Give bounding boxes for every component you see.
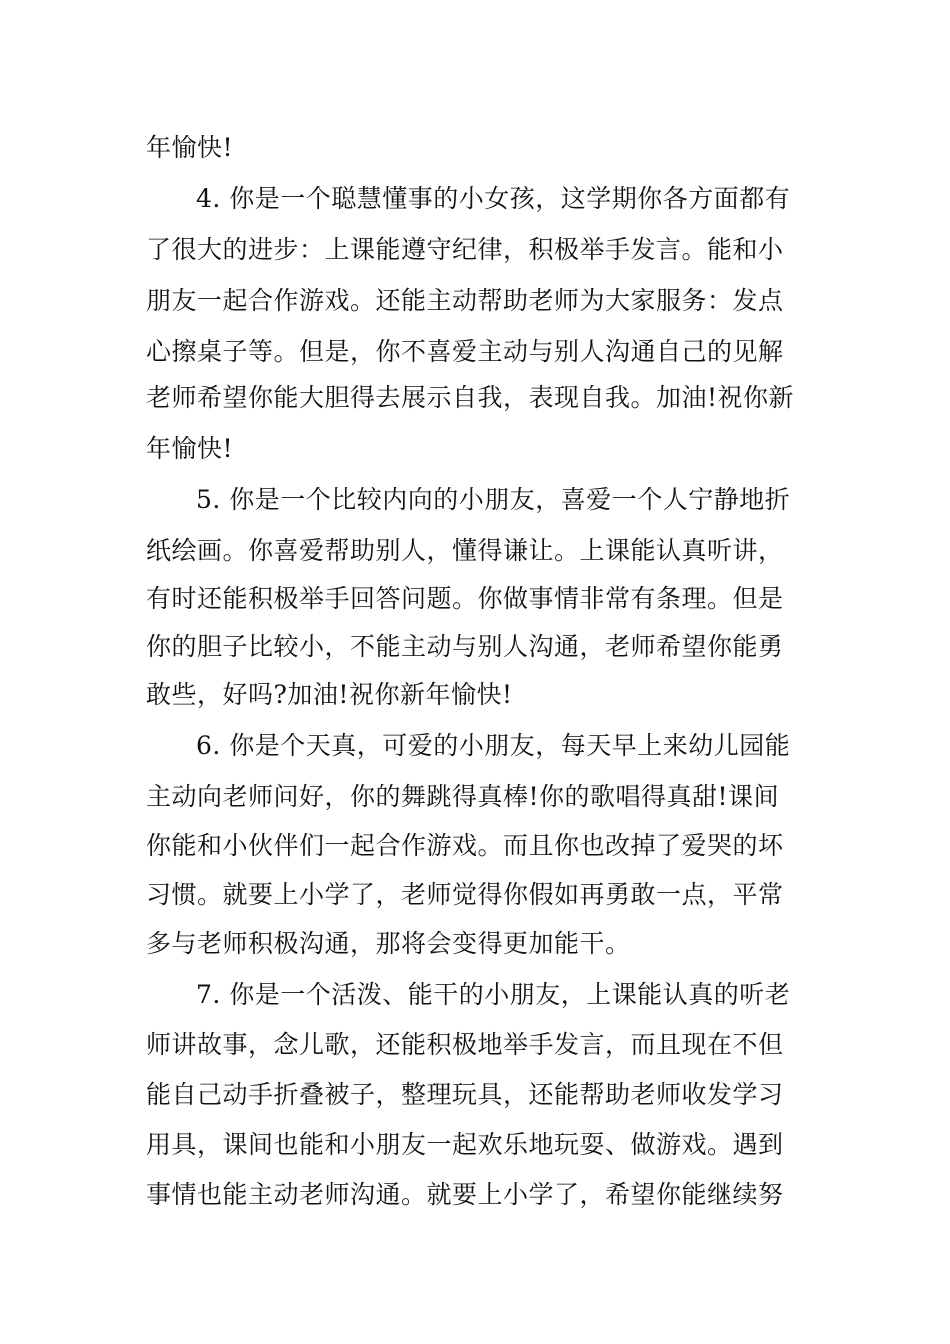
text-line: 有时还能积极举手回答问题。你做事情非常有条理。但是 (146, 584, 784, 613)
text-line: 你能和小伙伴们一起合作游戏。而且你也改掉了爱哭的坏 (146, 831, 784, 860)
text-line: 师讲故事，念儿歌，还能积极地举手发言，而且现在不但 (146, 1030, 784, 1059)
text-line: 你的胆子比较小，不能主动与别人沟通，老师希望你能勇 (146, 632, 784, 661)
text-line: 主动向老师问好，你的舞跳得真棒!你的歌唱得真甜!课间 (146, 782, 780, 811)
text-line: 年愉快! (146, 133, 234, 162)
text-line: 事情也能主动老师沟通。就要上小学了，希望你能继续努 (146, 1180, 784, 1209)
paragraph-6-first-line: 6. 你是个天真，可爱的小朋友，每天早上来幼儿园能 (196, 731, 791, 760)
text-line: 习惯。就要上小学了，老师觉得你假如再勇敢一点，平常 (146, 880, 784, 909)
text-line: 了很大的进步：上课能遵守纪律，积极举手发言。能和小 (146, 235, 784, 264)
text-line: 心擦桌子等。但是，你不喜爱主动与别人沟通自己的见解 (146, 337, 784, 366)
text-line: 年愉快! (146, 434, 234, 463)
paragraph-4-first-line: 4. 你是一个聪慧懂事的小女孩，这学期你各方面都有 (196, 184, 791, 213)
paragraph-7-first-line: 7. 你是一个活泼、能干的小朋友，上课能认真的听老 (196, 980, 791, 1009)
text-line: 能自己动手折叠被子，整理玩具，还能帮助老师收发学习 (146, 1080, 784, 1109)
paragraph-5-first-line: 5. 你是一个比较内向的小朋友，喜爱一个人宁静地折 (196, 485, 791, 514)
text-line: 敢些，好吗?加油!祝你新年愉快! (146, 680, 513, 709)
text-line: 老师希望你能大胆得去展示自我，表现自我。加油!祝你新 (146, 383, 795, 412)
text-line: 用具，课间也能和小朋友一起欢乐地玩耍、做游戏。遇到 (146, 1130, 784, 1159)
text-line: 朋友一起合作游戏。还能主动帮助老师为大家服务：发点 (146, 286, 784, 315)
text-line: 纸绘画。你喜爱帮助别人，懂得谦让。上课能认真听讲， (146, 536, 784, 565)
text-line: 多与老师积极沟通，那将会变得更加能干。 (146, 929, 631, 958)
